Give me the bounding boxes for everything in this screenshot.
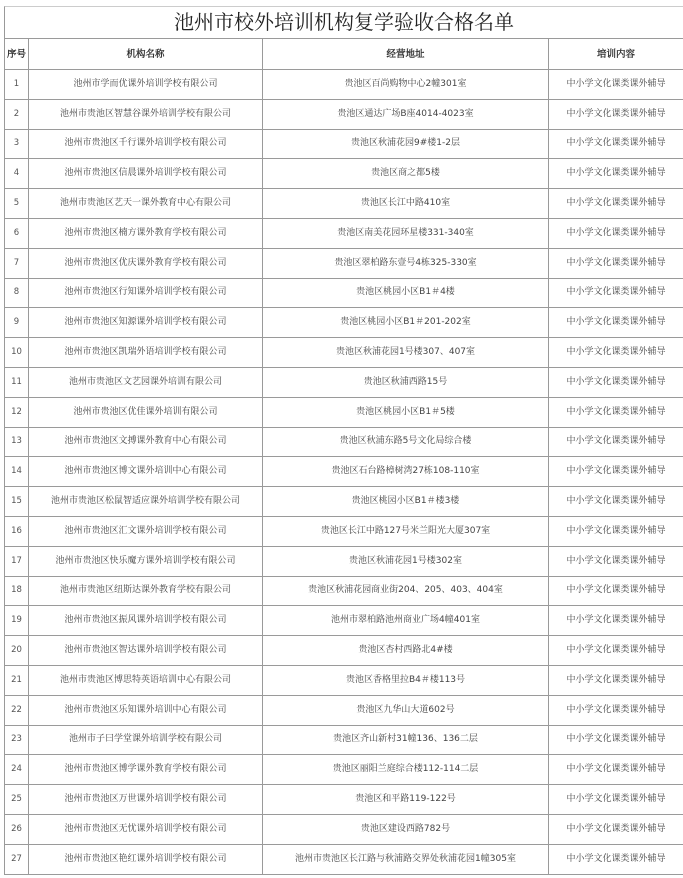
cell-address: 贵池区商之都5楼 xyxy=(263,159,549,189)
cell-training-content: 中小学文化课类课外辅导 xyxy=(549,129,683,159)
header-name: 机构名称 xyxy=(29,39,263,70)
cell-address: 贵池区桃园小区B1＃4楼 xyxy=(263,278,549,308)
cell-address: 贵池区齐山新村31幢136、136二层 xyxy=(263,725,549,755)
cell-training-content: 中小学文化课类课外辅导 xyxy=(549,844,683,874)
cell-institution-name: 池州市贵池区艳红课外培训学校有限公司 xyxy=(29,844,263,874)
cell-institution-name: 池州市贵池区万世课外培训学校有限公司 xyxy=(29,785,263,815)
cell-training-content: 中小学文化课类课外辅导 xyxy=(549,248,683,278)
cell-index: 27 xyxy=(5,844,29,874)
cell-index: 19 xyxy=(5,606,29,636)
table-header-row xyxy=(5,39,683,70)
cell-index: 3 xyxy=(5,129,29,159)
cell-training-content: 中小学文化课类课外辅导 xyxy=(549,755,683,785)
cell-index: 4 xyxy=(5,159,29,189)
cell-index: 26 xyxy=(5,814,29,844)
table-row xyxy=(5,248,683,278)
cell-index: 7 xyxy=(5,248,29,278)
cell-address: 贵池区和平路119-122号 xyxy=(263,785,549,815)
cell-institution-name: 池州市贵池区优佳课外培训有限公司 xyxy=(29,397,263,427)
cell-address: 贵池区长江中路127号米兰阳光大厦307室 xyxy=(263,516,549,546)
cell-index: 1 xyxy=(5,70,29,100)
cell-index: 13 xyxy=(5,427,29,457)
cell-institution-name: 池州市贵池区博思特英语培训中心有限公司 xyxy=(29,665,263,695)
table-row xyxy=(5,725,683,755)
table-row xyxy=(5,487,683,517)
cell-index: 21 xyxy=(5,665,29,695)
table-row xyxy=(5,159,683,189)
cell-institution-name: 池州市贵池区千行课外培训学校有限公司 xyxy=(29,129,263,159)
cell-address: 贵池区桃园小区B1＃楼3楼 xyxy=(263,487,549,517)
cell-training-content: 中小学文化课类课外辅导 xyxy=(549,99,683,129)
cell-institution-name: 池州市贵池区博文课外培训中心有限公司 xyxy=(29,457,263,487)
table-row xyxy=(5,99,683,129)
table-body xyxy=(5,70,683,875)
cell-institution-name: 池州市贵池区松鼠智适应课外培训学校有限公司 xyxy=(29,487,263,517)
cell-index: 15 xyxy=(5,487,29,517)
cell-institution-name: 池州市学而优课外培训学校有限公司 xyxy=(29,70,263,100)
cell-training-content: 中小学文化课类课外辅导 xyxy=(549,695,683,725)
cell-address: 贵池区秋浦东路5号文化局综合楼 xyxy=(263,427,549,457)
cell-address: 贵池区秋浦西路15号 xyxy=(263,367,549,397)
cell-training-content: 中小学文化课类课外辅导 xyxy=(549,546,683,576)
cell-index: 23 xyxy=(5,725,29,755)
cell-institution-name: 池州市贵池区汇文课外培训学校有限公司 xyxy=(29,516,263,546)
cell-address: 贵池区秋浦花园1号楼302室 xyxy=(263,546,549,576)
cell-training-content: 中小学文化课类课外辅导 xyxy=(549,367,683,397)
table-row xyxy=(5,755,683,785)
cell-training-content: 中小学文化课类课外辅导 xyxy=(549,397,683,427)
cell-institution-name: 池州市贵池区艺天一课外教育中心有限公司 xyxy=(29,189,263,219)
cell-address: 贵池区百尚购物中心2幢301室 xyxy=(263,70,549,100)
cell-address: 贵池区杏村西路北4#楼 xyxy=(263,636,549,666)
cell-training-content: 中小学文化课类课外辅导 xyxy=(549,636,683,666)
cell-training-content: 中小学文化课类课外辅导 xyxy=(549,159,683,189)
cell-institution-name: 池州市贵池区无忧课外培训学校有限公司 xyxy=(29,814,263,844)
cell-institution-name: 池州市贵池区楠方课外教育学校有限公司 xyxy=(29,218,263,248)
cell-training-content: 中小学文化课类课外辅导 xyxy=(549,70,683,100)
header-index: 序号 xyxy=(5,39,29,70)
cell-training-content: 中小学文化课类课外辅导 xyxy=(549,606,683,636)
table-row xyxy=(5,338,683,368)
cell-institution-name: 池州市贵池区快乐魔方课外培训学校有限公司 xyxy=(29,546,263,576)
table-row xyxy=(5,844,683,874)
cell-training-content: 中小学文化课类课外辅导 xyxy=(549,457,683,487)
cell-institution-name: 池州市贵池区博学课外教育学校有限公司 xyxy=(29,755,263,785)
cell-institution-name: 池州市贵池区纽斯达课外教育学校有限公司 xyxy=(29,576,263,606)
table-row xyxy=(5,427,683,457)
cell-index: 11 xyxy=(5,367,29,397)
table-row xyxy=(5,785,683,815)
cell-index: 5 xyxy=(5,189,29,219)
cell-institution-name: 池州市贵池区行知课外培训学校有限公司 xyxy=(29,278,263,308)
cell-index: 10 xyxy=(5,338,29,368)
table-row xyxy=(5,218,683,248)
cell-index: 18 xyxy=(5,576,29,606)
cell-training-content: 中小学文化课类课外辅导 xyxy=(549,516,683,546)
cell-address: 贵池区秋浦花园9#楼1-2层 xyxy=(263,129,549,159)
cell-address: 贵池区翠柏路东壹号4栋325-330室 xyxy=(263,248,549,278)
table-row xyxy=(5,516,683,546)
table-row xyxy=(5,189,683,219)
document-title: 池州市校外培训机构复学验收合格名单 xyxy=(4,6,683,38)
cell-address: 贵池区秋浦花园1号楼307、407室 xyxy=(263,338,549,368)
cell-address: 贵池区建设西路782号 xyxy=(263,814,549,844)
cell-training-content: 中小学文化课类课外辅导 xyxy=(549,218,683,248)
cell-institution-name: 池州市贵池区振风课外培训学校有限公司 xyxy=(29,606,263,636)
cell-training-content: 中小学文化课类课外辅导 xyxy=(549,725,683,755)
table-row xyxy=(5,129,683,159)
table-row xyxy=(5,576,683,606)
cell-training-content: 中小学文化课类课外辅导 xyxy=(549,576,683,606)
table-row xyxy=(5,546,683,576)
cell-index: 12 xyxy=(5,397,29,427)
cell-training-content: 中小学文化课类课外辅导 xyxy=(549,189,683,219)
cell-index: 17 xyxy=(5,546,29,576)
cell-institution-name: 池州市贵池区文搏课外教育中心有限公司 xyxy=(29,427,263,457)
table-row xyxy=(5,70,683,100)
table-row xyxy=(5,636,683,666)
cell-training-content: 中小学文化课类课外辅导 xyxy=(549,487,683,517)
table-row xyxy=(5,367,683,397)
cell-address: 贵池区桃园小区B1＃5楼 xyxy=(263,397,549,427)
table-row xyxy=(5,695,683,725)
cell-index: 25 xyxy=(5,785,29,815)
cell-index: 8 xyxy=(5,278,29,308)
cell-institution-name: 池州市贵池区智达课外培训学校有限公司 xyxy=(29,636,263,666)
cell-institution-name: 池州市贵池区优庆课外教育学校有限公司 xyxy=(29,248,263,278)
table-row xyxy=(5,397,683,427)
cell-training-content: 中小学文化课类课外辅导 xyxy=(549,785,683,815)
header-address: 经营地址 xyxy=(263,39,549,70)
cell-training-content: 中小学文化课类课外辅导 xyxy=(549,278,683,308)
table-row xyxy=(5,665,683,695)
cell-address: 贵池区秋浦花园商业街204、205、403、404室 xyxy=(263,576,549,606)
cell-index: 16 xyxy=(5,516,29,546)
table-row xyxy=(5,308,683,338)
cell-training-content: 中小学文化课类课外辅导 xyxy=(549,665,683,695)
cell-index: 14 xyxy=(5,457,29,487)
cell-index: 20 xyxy=(5,636,29,666)
table-row xyxy=(5,278,683,308)
cell-institution-name: 池州市贵池区知源课外培训学校有限公司 xyxy=(29,308,263,338)
cell-address: 池州市翠柏路池州商业广场4幢401室 xyxy=(263,606,549,636)
cell-address: 贵池区南美花园环星楼331-340室 xyxy=(263,218,549,248)
cell-institution-name: 池州市子曰学堂课外培训学校有限公司 xyxy=(29,725,263,755)
cell-index: 6 xyxy=(5,218,29,248)
cell-institution-name: 池州市贵池区凯瑞外语培训学校有限公司 xyxy=(29,338,263,368)
cell-address: 池州市贵池区长江路与秋浦路交界处秋浦花园1幢305室 xyxy=(263,844,549,874)
institution-table xyxy=(4,38,683,875)
cell-institution-name: 池州市贵池区文艺园课外培训有限公司 xyxy=(29,367,263,397)
cell-index: 2 xyxy=(5,99,29,129)
cell-training-content: 中小学文化课类课外辅导 xyxy=(549,308,683,338)
cell-index: 22 xyxy=(5,695,29,725)
cell-address: 贵池区桃园小区B1＃201-202室 xyxy=(263,308,549,338)
cell-training-content: 中小学文化课类课外辅导 xyxy=(549,814,683,844)
cell-institution-name: 池州市贵池区乐知课外培训中心有限公司 xyxy=(29,695,263,725)
cell-institution-name: 池州市贵池区信晨课外培训学校有限公司 xyxy=(29,159,263,189)
table-row xyxy=(5,606,683,636)
table-row xyxy=(5,814,683,844)
cell-training-content: 中小学文化课类课外辅导 xyxy=(549,338,683,368)
table-row xyxy=(5,457,683,487)
cell-index: 9 xyxy=(5,308,29,338)
cell-address: 贵池区石台路樟树湾27栋108-110室 xyxy=(263,457,549,487)
cell-address: 贵池区丽阳兰庭综合楼112-114二层 xyxy=(263,755,549,785)
cell-address: 贵池区通达广场B座4014-4023室 xyxy=(263,99,549,129)
cell-address: 贵池区九华山大道602号 xyxy=(263,695,549,725)
cell-index: 24 xyxy=(5,755,29,785)
document-sheet xyxy=(4,6,683,875)
cell-institution-name: 池州市贵池区智慧谷课外培训学校有限公司 xyxy=(29,99,263,129)
cell-training-content: 中小学文化课类课外辅导 xyxy=(549,427,683,457)
cell-address: 贵池区香格里拉B4＃楼113号 xyxy=(263,665,549,695)
cell-address: 贵池区长江中路410室 xyxy=(263,189,549,219)
header-content: 培训内容 xyxy=(549,39,683,70)
